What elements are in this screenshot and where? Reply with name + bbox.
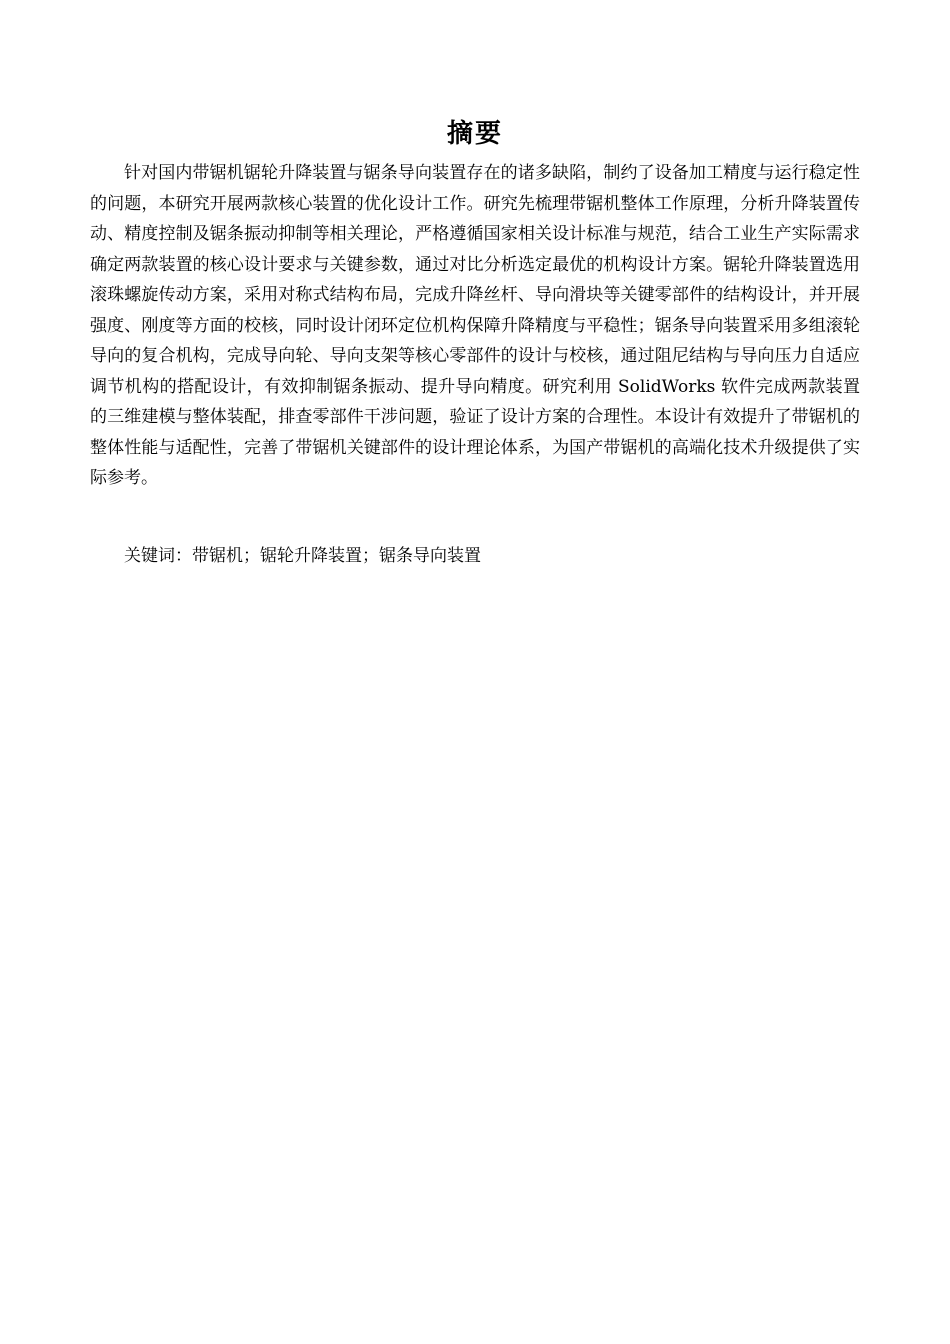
keywords-line: 关键词：带锯机；锯轮升降装置；锯条导向装置 (124, 546, 481, 566)
abstract-body: 针对国内带锯机锯轮升降装置与锯条导向装置存在的诸多缺陷，制约了设备加工精度与运行稳定性的问题，本研究开展两款核心装置的优化设计工作。研究先梳理带锯机整体工作原理，分析升降装置传动、精度控制及锯条振动抑制等相关理论，严格遵循国家相关设计标准与规范，结合工业生产实际需求确定两款装置的核心设计要求与关键参数，通过对比分析选定最优的机构设计方案。锯轮升降装置选用滚珠螺旋传动方案，采用对称式结构布局，完成升降丝杆、导向滑块等关键零部件的结构设计，并开展强度、刚度等方面的校核，同时设计闭环定位机构保障升降精度与平稳性；锯条导向装置采用多组滚轮导向的复合机构，完成导向轮、导向支架等核心零部件的设计与校核，通过阻尼结构与导向压力自适应调节机构的搭配设计，有效抑制锯条振动、提升导向精度。研究利用 SolidWorks 软件完成两款装置的三维建模与整体装配，排查零部件干涉问题，验证了设计方案的合理性。本设计有效提升了带锯机的整体性能与适配性，完善了带锯机关键部件的设计理论体系，为国产带锯机的高端化技术升级提供了实际参考。 (90, 163, 860, 488)
abstract-title: 摘要 (446, 119, 503, 149)
